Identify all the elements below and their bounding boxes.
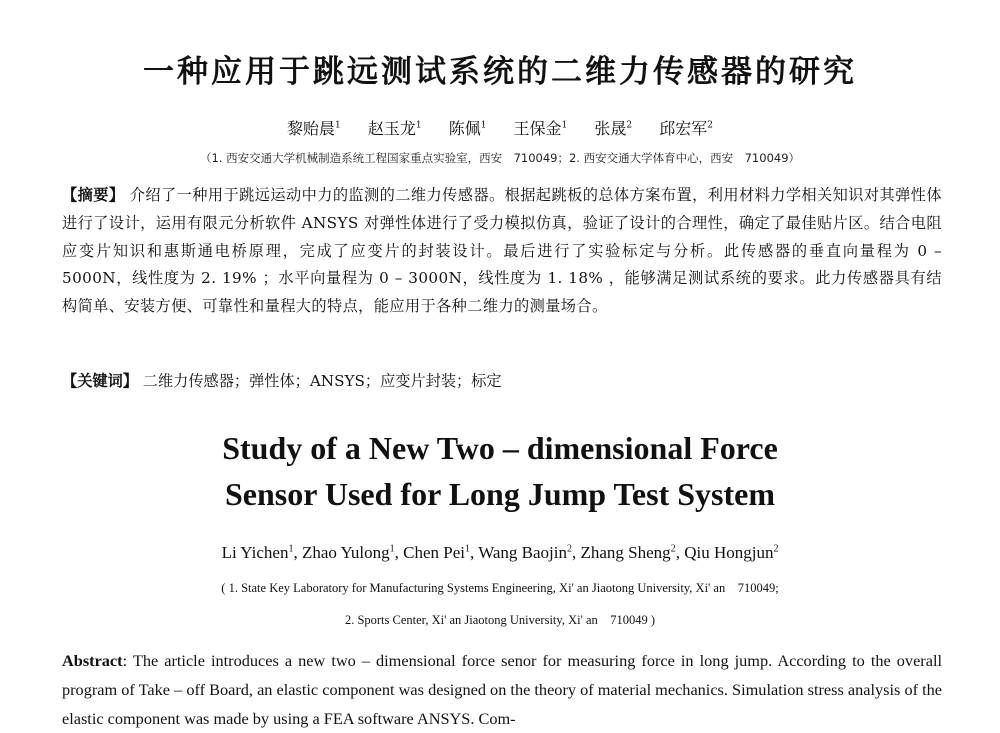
english-title [0, 425, 1000, 517]
english-author: Wang Baojin$^2$ [478, 543, 572, 562]
chinese-title: 一种应用于跳远测试系统的二维力传感器的研究 [143, 54, 857, 90]
english-title-line: Study of a New Two – dimensional Force [222, 430, 778, 466]
english-author: Zhao Yulong$^1$ [301, 543, 395, 562]
chinese-keywords-text: 二维力传感器；弹性体；ANSYS；应变片封装；标定 [137, 372, 502, 390]
chinese-author: 邱宏军$^2$ [659, 119, 713, 138]
chinese-author: 王保金$^1$ [513, 119, 568, 138]
english-abstract [62, 646, 942, 733]
chinese-author: 陈佩$^1$ [448, 119, 487, 138]
chinese-abstract-label: 【摘要】 [62, 186, 125, 204]
chinese-affiliation: （1. 西安交通大学机械制造系统工程国家重点实验室，西安 710049；2. 西安交通大学体育中心，西安 710049） [199, 151, 801, 165]
chinese-keywords [62, 370, 942, 391]
english-author: Qiu Hongjun$^2$ [684, 543, 779, 562]
english-author-list: Li Yichen$^1$, Zhao Yulong$^1$, Chen Pei$^1$, Wang Baojin$^2$, Zhang Sheng$^2$, Qiu Hongjun$^2$ [221, 543, 779, 562]
chinese-author-list [0, 116, 1000, 139]
english-abstract-text: : The article introduces a new two – dimensional force senor for measuring force in long jump. According to the overall program of Take – off Board, an elastic component was designed on the theory of material mechanics. Simulation stress analysis of the elastic component was made by using a FEA software ANSYS. Com- [62, 651, 942, 728]
english-author: Li Yichen$^1$ [221, 543, 294, 562]
english-author: Chen Pei$^1$ [403, 543, 470, 562]
english-author: Zhang Sheng$^2$ [580, 543, 676, 562]
english-affiliation-line: 2. Sports Center, Xi' an Jiaotong University, Xi' an 710049 ) [344, 613, 656, 627]
chinese-abstract-text: 介绍了一种用于跳远运动中力的监测的二维力传感器。根据起跳板的总体方案布置，利用材料力学相关知识对其弹性体进行了设计，运用有限元分析软件 ANSYS 对弹性体进行了受力模拟仿真，验证了设计的合理性，确定了最佳贴片区。结合电阻应变片知识和惠斯通电桥原理，完成了应变片的封装设计。最后进行了实验标定与分析。此传感器的垂直向量程为 0 – 5000N，线性度为 2. 19% ；水平向量程为 0 – 3000N，线性度为 1. 18% ，能够满足测试系统的要求。此力传感器具有结构简单、安装方便、可靠性和量程大的特点，能应用于各种二维力的测量场合。 [62, 186, 942, 316]
chinese-author: 黎贻晨$^1$ [287, 119, 341, 138]
chinese-keywords-label: 【关键词】 [62, 372, 138, 390]
chinese-abstract [62, 182, 942, 321]
english-affiliation-line: ( 1. State Key Laboratory for Manufacturing Systems Engineering, Xi' an Jiaotong University, Xi' an 710049; [221, 581, 779, 595]
chinese-author: 张晟$^2$ [594, 119, 633, 138]
english-title-line: Sensor Used for Long Jump Test System [224, 476, 775, 512]
chinese-author: 赵玉龙$^1$ [367, 119, 422, 138]
english-abstract-label: Abstract [62, 651, 123, 670]
